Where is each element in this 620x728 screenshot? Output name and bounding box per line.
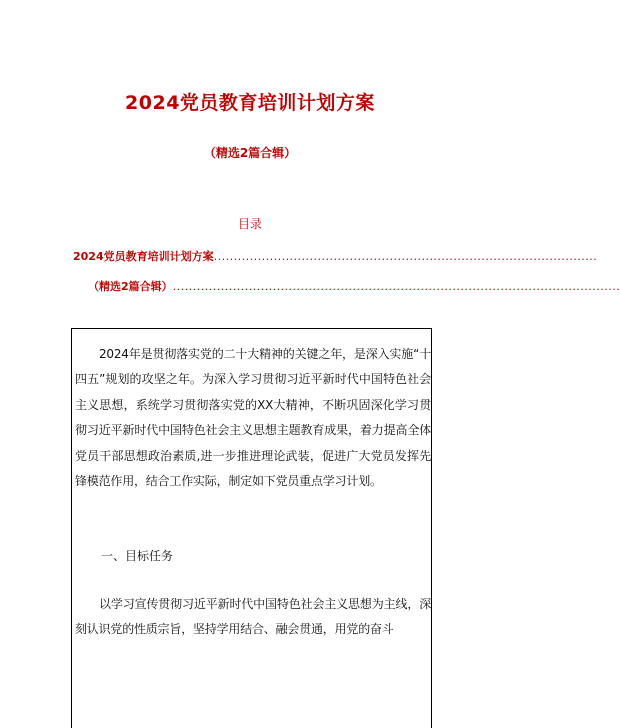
toc-entry-text: 2024党员教育培训计划方案 — [73, 250, 214, 263]
content-frame — [71, 328, 432, 728]
intro-paragraph: 2024年是贯彻落实党的二十大精神的关键之年，是深入实施“十四五”规划的攻坚之年。为深入学习贯彻习近平新时代中国特色社会主义思想，系统学习贯彻落实党的XX大精神，不断巩固深化学习贯彻习近平新时代中国特色社会主义思想主题教育成果，着力提高全体党员干部思想政治素质,进一步推进理论武装，促进广大党员发挥先锋模范作用，结合工作实际，制定如下党员重点学习计划。 — [75, 347, 431, 489]
toc-leader-dots: ................................................................................................................ — [172, 280, 620, 293]
toc-entry-text: （精选2篇合辑） — [88, 280, 173, 293]
section-heading: 一、目标任务 — [101, 549, 174, 563]
section-paragraph: 以学习宣传贯彻习近平新时代中国特色社会主义思想为主线，深刻认识党的性质宗旨，坚持学用结合、融会贯通，用党的奋斗 — [75, 597, 431, 637]
toc-entry-2[interactable] — [88, 278, 620, 294]
document-subtitle: （精选2篇合辑） — [203, 146, 297, 160]
toc-entry-1[interactable] — [73, 248, 598, 264]
toc-heading: 目录 — [237, 217, 262, 231]
toc-leader-dots: ................................................................................................ — [213, 250, 598, 263]
document-title: 2024党员教育培训计划方案 — [125, 92, 375, 114]
